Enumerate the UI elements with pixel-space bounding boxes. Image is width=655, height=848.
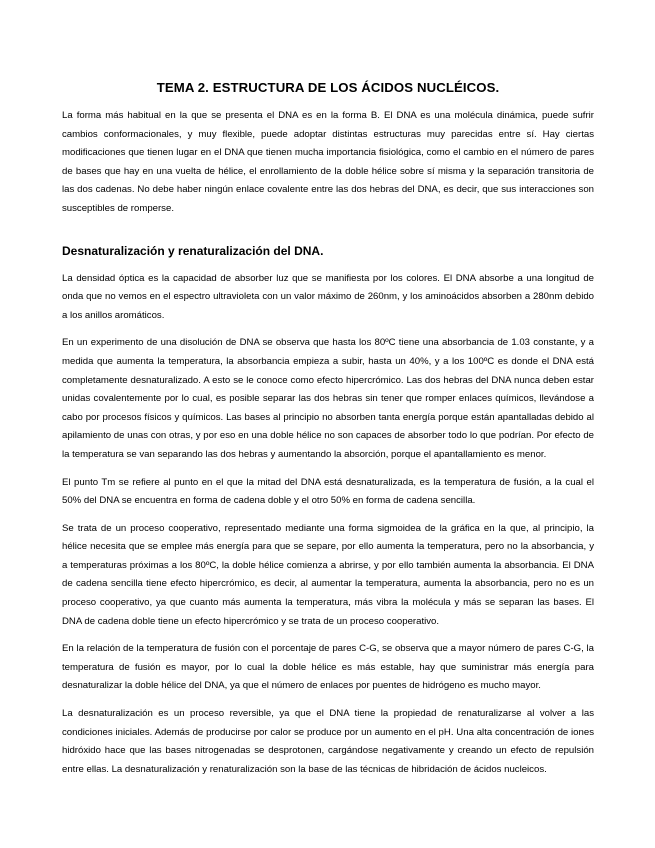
paragraph-reversibility: La desnaturalización es un proceso reversible, ya que el DNA tiene la propiedad de renaturalizarse al volver a las condiciones iniciales. Además de producirse por calor se produce por un aumento en el pH. Una alta concentración de iones hidróxido hace que las bases nitrogenadas se desprotonen, cargándose negativamente y creando un efecto de repulsión entre ellas. La desnaturalización y renaturalización son la base de las técnicas de hibridación de ácidos nucleicos.: [62, 708, 594, 775]
paragraph-optical-density: La densidad óptica es la capacidad de absorber luz que se manifiesta por los colores. El DNA absorbe a una longitud de onda que no vemos en el espectro ultravioleta con un valor máximo de 260nm, y los aminoácidos absorben a 280nm debido a los anillos aromáticos.: [62, 272, 594, 321]
paragraph-cg-pairs: En la relación de la temperatura de fusión con el porcentaje de pares C-G, se observa que a mayor número de pares C-G, la temperatura de fusión es mayor, por lo cual la doble hélice es más estable, hay que suministrar más energía para desnaturalizar la doble hélice del DNA, ya que el número de enlaces por puentes de hidrógeno es mucho mayor.: [62, 643, 594, 692]
intro-paragraph: La forma más habitual en la que se presenta el DNA es en la forma B. El DNA es una molécula dinámica, puede sufrir cambios conformacionales, y muy flexible, puede adoptar distintas estructuras muy parecidas entre sí. Hay ciertas modificaciones que tienen lugar en el DNA que tienen mucha importancia fisiológica, como el cambio en el número de pares de bases que hay en una vuelta de hélice, el enrollamiento de la doble hélice sobre sí misma y la separación transitoria de las dos cadenas. No debe haber ningún enlace covalente entre las dos hebras del DNA, es decir, que sus interacciones son susceptibles de romperse.: [62, 110, 594, 214]
document-title: TEMA 2. ESTRUCTURA DE LOS ÁCIDOS NUCLÉICOS.: [156, 80, 500, 95]
paragraph-hyperchromic-experiment: En un experimento de una disolución de DNA se observa que hasta los 80ºC tiene una absorbancia de 1.03 constante, y a medida que aumenta la temperatura, la absorbancia empieza a subir, hasta un 40%, y a los 100ºC es donde el DNA está completamente desnaturalizado. A esto se le conoce como efecto hipercrómico. Las dos hebras del DNA nunca deben estar unidas covalentemente por lo cual, es posible separar las dos hebras sin tener que romper enlaces químicos, llevándose a cabo por procesos físicos y químicos. Las bases al principio no absorben tanta energía porque están apantalladas debido al apilamiento de unas con otras, y por eso en una doble hélice no son capaces de absorber todo lo que podrían. Por efecto de la temperatura se van separando las dos hebras y aumentando la absorción, porque el apantallamiento es menor.: [62, 337, 594, 460]
section-heading: Desnaturalización y renaturalización del DNA.: [62, 243, 324, 258]
paragraph-tm-point: El punto Tm se refiere al punto en el que la mitad del DNA está desnaturalizada, es la temperatura de fusión, a la cual el 50% del DNA se encuentra en forma de cadena doble y el otro 50% en forma de cadena sencilla.: [62, 476, 594, 507]
document-page: [62, 80, 594, 788]
paragraph-cooperative-process: Se trata de un proceso cooperativo, representado mediante una forma sigmoidea de la gráfica en la que, al principio, la hélice necesita que se emplee más energía para que se separe, por ello aumenta la temperatura, pero no la absorbancia, y a temperaturas próximas a los 80ºC, la doble hélice comienza a abrirse, y por ello también aumenta la absorbancia. El DNA de cadena sencilla tiene efecto hipercrómico, es decir, al aumentar la temperatura, aumenta la absorbancia, pero no es un proceso cooperativo, ya que cuanto más aumenta la temperatura, más vibra la molécula y más se separan las bases. El DNA de cadena doble tiene un efecto hipercrómico y se trata de un proceso cooperativo.: [62, 522, 594, 627]
